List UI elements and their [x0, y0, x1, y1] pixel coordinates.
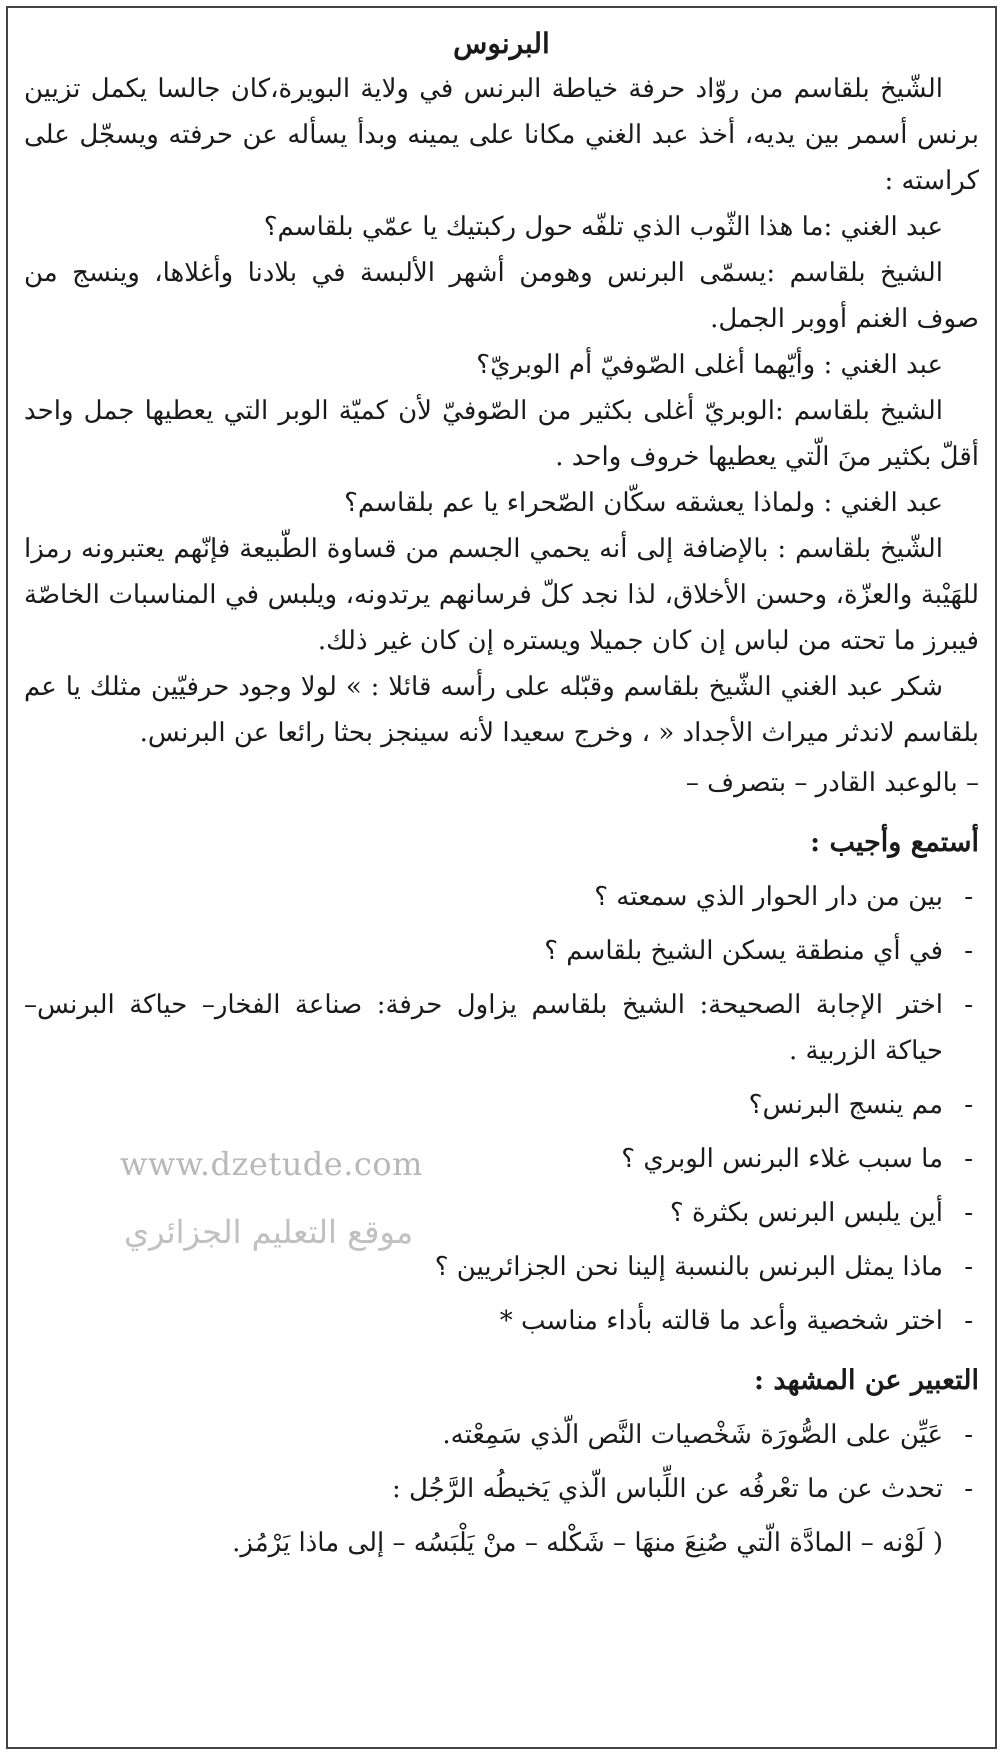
dialogue-line: عبد الغني : وأيّهما أغلى الصّوفيّ أم الوبريّ؟: [476, 350, 943, 380]
dialogue-line: الشيخ بلقاسم :الوبريّ أغلى بكثير من الصّوفيّ لأن كميّة الوبر التي يعطيها جمل واحد أقلّ بكثير منَ الّتي يعطيها خروف واحد .: [24, 396, 979, 472]
question-item: - اختر شخصية وأعد ما قالته بأداء مناسب *: [24, 1298, 979, 1344]
express-tasks-list: [24, 1412, 979, 1512]
question-item: - بين من دار الحوار الذي سمعته ؟: [24, 874, 979, 920]
dialogue-line: عبد الغني : ولماذا يعشقه سكّان الصّحراء يا عم بلقاسم؟: [344, 488, 943, 518]
dialogue-line: الشّيخ بلقاسم : بالإضافة إلى أنه يحمي الجسم من قساوة الطّبيعة فإنّهم يعتبرونه رمزا للهَيْبة والعزّة، وحسن الأخلاق، لذا نجد كلّ فرسانهم يرتدونه، ويلبس في المناسبات الخاصّة فيبرز ما تحته من لباس إن كان جميلا ويستره إن كان غير ذلك.: [24, 534, 979, 656]
question-item: - أين يلبس البرنس بكثرة ؟: [24, 1190, 979, 1236]
listen-questions-list: [24, 874, 979, 1344]
watermark-site-name: موقع التعليم الجزائري: [124, 1213, 414, 1251]
dialogue-line: عبد الغني :ما هذا الثّوب الذي تلفّه حول ركبتيك يا عمّي بلقاسم؟: [263, 212, 943, 242]
task-item: - تحدث عن ما تعْرفُه عن اللِّباس الّذي يَخيطُه الرَّجُل :: [24, 1466, 979, 1512]
task-detail: ( لَوْنه – المادَّة الّتي صُنِعَ منهَا – شَكْله – منْ يَلْبَسُه – إلى ماذا يَرْمُز.: [232, 1528, 943, 1558]
story-closing-paragraph: شكر عبد الغني الشّيخ بلقاسم وقبّله على رأسه قائلا : » لولا وجود حرفيّين مثلك يا عم بلقاسم لاندثر ميراث الأجداد « ، وخرج سعيدا لأنه سينجز بحثا رائعا عن البرنس.: [24, 672, 979, 748]
question-item: - ماذا يمثل البرنس بالنسبة إلينا نحن الجزائريين ؟: [24, 1244, 979, 1290]
express-section-heading: التعبير عن المشهد :: [754, 1365, 979, 1396]
question-item: - في أي منطقة يسكن الشيخ بلقاسم ؟: [24, 928, 979, 974]
story-title: البرنوس: [453, 27, 550, 60]
dialogue-line: الشيخ بلقاسم :يسمّى البرنس وهومن أشهر الألبسة في بلادنا وأغلاها، وينسج من صوف الغنم أووبر الجمل.: [24, 258, 979, 334]
story-source: – بالوعبد القادر – بتصرف –: [685, 768, 979, 798]
listen-section-heading: أستمع وأجيب :: [810, 827, 979, 858]
task-item: - عَيِّن على الصُّورَة شَخْصيات النَّص الّذي سَمِعْته.: [24, 1412, 979, 1458]
question-item: - مم ينسج البرنس؟: [24, 1082, 979, 1128]
worksheet-content: [8, 8, 995, 1747]
story-paragraph: الشّيخ بلقاسم من روّاد حرفة خياطة البرنس في ولاية البويرة،كان جالسا يكمل تزيين برنس أسمر بين يديه، أخذ عبد الغني مكانا على يمينه وبدأ يسأله عن حرفته ويسجّل على كراسته :: [24, 74, 979, 196]
question-item: - اختر الإجابة الصحيحة: الشيخ بلقاسم يزاول حرفة: صناعة الفخار– حياكة البرنس– حياكة الزربية .: [24, 982, 979, 1074]
question-item: - ما سبب غلاء البرنس الوبري ؟: [24, 1136, 979, 1182]
watermark-url: www.dzetude.com: [120, 1145, 423, 1183]
worksheet-page: [6, 6, 997, 1749]
